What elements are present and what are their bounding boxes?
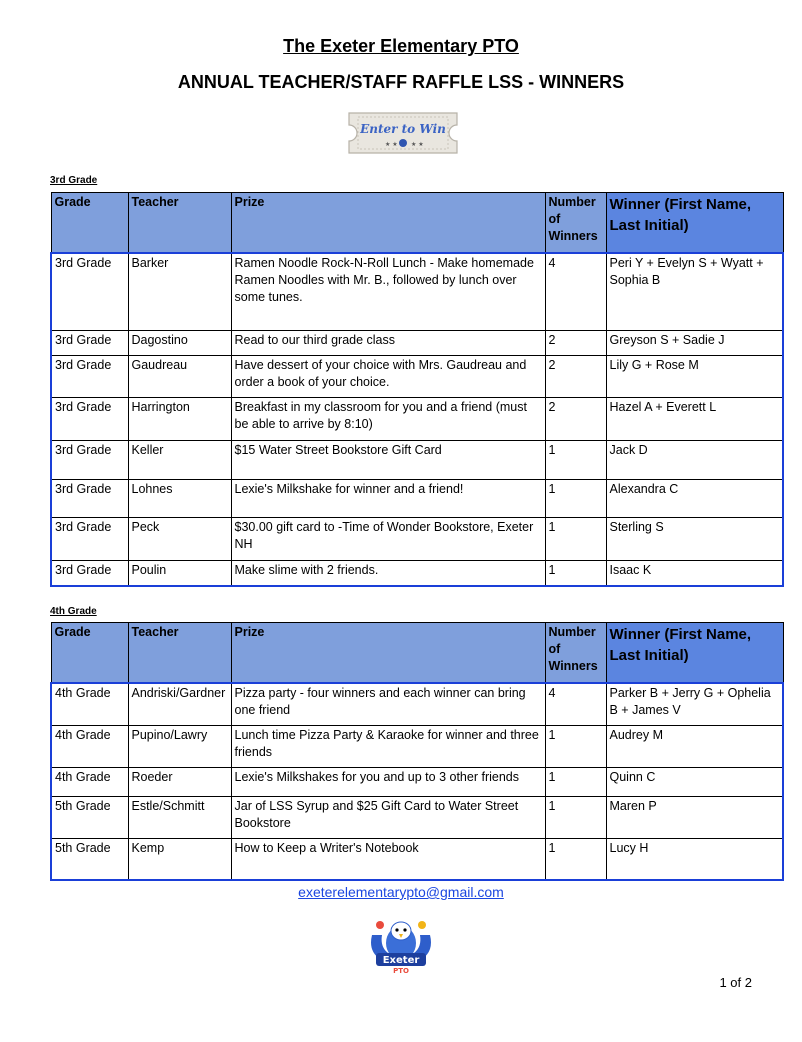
col-header-grade: Grade [51,193,128,253]
cell-number: 4 [545,253,606,331]
section-label-3rd-grade: 3rd Grade [50,175,98,186]
cell-winner: Quinn C [606,768,783,797]
cell-teacher: Poulin [128,561,231,586]
cell-prize: Lunch time Pizza Party & Karaoke for winner and three friends [231,726,545,768]
cell-number: 2 [545,398,606,441]
cell-winner: Parker B + Jerry G + Ophelia B + James V [606,683,783,726]
cell-prize: Read to our third grade class [231,331,545,356]
col-header-prize: Prize [231,193,545,253]
cell-prize: Have dessert of your choice with Mrs. Gaudreau and order a book of your choice. [231,356,545,398]
col-header-teacher: Teacher [128,623,231,683]
cell-number: 2 [545,331,606,356]
cell-teacher: Roeder [128,768,231,797]
table-header-row [51,193,783,253]
cell-grade: 3rd Grade [51,518,128,561]
cell-number: 4 [545,683,606,726]
cell-number: 1 [545,480,606,518]
third-grade-table [50,192,784,587]
cell-number: 1 [545,726,606,768]
section-label-4th-grade: 4th Grade [50,606,97,617]
table-row [51,480,783,518]
cell-winner: Peri Y + Evelyn S + Wyatt + Sophia B [606,253,783,331]
col-header-winner: Winner (First Name, Last Initial) [606,193,783,253]
table-row [51,797,783,839]
cell-winner: Maren P [606,797,783,839]
cell-prize: $30.00 gift card to -Time of Wonder Bookstore, Exeter NH [231,518,545,561]
cell-teacher: Harrington [128,398,231,441]
logo-subtext: PTO [393,967,409,975]
cell-grade: 3rd Grade [51,253,128,331]
fourth-grade-table [50,622,784,881]
cell-number: 1 [545,441,606,480]
cell-prize: Lexie's Milkshakes for you and up to 3 other friends [231,768,545,797]
cell-grade: 4th Grade [51,726,128,768]
col-header-number: Number of Winners [545,623,606,683]
cell-grade: 5th Grade [51,839,128,880]
cell-grade: 3rd Grade [51,398,128,441]
cell-number: 1 [545,768,606,797]
cell-winner: Alexandra C [606,480,783,518]
cell-prize: Lexie's Milkshake for winner and a friend! [231,480,545,518]
exeter-pto-logo-icon [366,913,436,977]
cell-teacher: Pupino/Lawry [128,726,231,768]
cell-teacher: Andriski/Gardner [128,683,231,726]
table-row [51,561,783,586]
cell-winner: Isaac K [606,561,783,586]
cell-prize: Jar of LSS Syrup and $25 Gift Card to Water Street Bookstore [231,797,545,839]
cell-winner: Hazel A + Everett L [606,398,783,441]
cell-grade: 3rd Grade [51,561,128,586]
cell-prize: Make slime with 2 friends. [231,561,545,586]
ticket-label: Enter to Win [360,122,446,136]
cell-winner: Audrey M [606,726,783,768]
enter-to-win-ticket-icon [345,109,461,157]
cell-teacher: Lohnes [128,480,231,518]
cell-winner: Jack D [606,441,783,480]
cell-prize: How to Keep a Writer's Notebook [231,839,545,880]
cell-grade: 3rd Grade [51,356,128,398]
table-row [51,253,783,331]
cell-teacher: Estle/Schmitt [128,797,231,839]
table-row [51,518,783,561]
table-row [51,839,783,880]
logo-text: Exeter [382,955,420,966]
org-title: The Exeter Elementary PTO [283,36,519,56]
cell-prize: Pizza party - four winners and each winner can bring one friend [231,683,545,726]
cell-number: 1 [545,561,606,586]
table-row [51,768,783,797]
cell-prize: Ramen Noodle Rock-N-Roll Lunch - Make homemade Ramen Noodles with Mr. B., followed by lunch over some tunes. [231,253,545,331]
page-number: 1 of 2 [719,975,752,990]
cell-teacher: Peck [128,518,231,561]
cell-number: 1 [545,839,606,880]
col-header-teacher: Teacher [128,193,231,253]
col-header-grade: Grade [51,623,128,683]
cell-number: 1 [545,797,606,839]
cell-prize: Breakfast in my classroom for you and a friend (must be able to arrive by 8:10) [231,398,545,441]
cell-teacher: Keller [128,441,231,480]
cell-teacher: Kemp [128,839,231,880]
cell-winner: Lily G + Rose M [606,356,783,398]
cell-grade: 5th Grade [51,797,128,839]
table-header-row [51,623,783,683]
table-row [51,398,783,441]
col-header-number: Number of Winners [545,193,606,253]
cell-grade: 4th Grade [51,768,128,797]
cell-number: 2 [545,356,606,398]
contact-email-link[interactable]: exeterelementarypto@gmail.com [298,884,504,900]
cell-number: 1 [545,518,606,561]
col-header-winner: Winner (First Name, Last Initial) [606,623,783,683]
cell-teacher: Dagostino [128,331,231,356]
cell-grade: 3rd Grade [51,480,128,518]
cell-winner: Sterling S [606,518,783,561]
col-header-prize: Prize [231,623,545,683]
cell-winner: Greyson S + Sadie J [606,331,783,356]
document-title: ANNUAL TEACHER/STAFF RAFFLE LSS - WINNERS [177,72,625,92]
svg-text:★ ★: ★ ★ [385,141,398,148]
cell-grade: 3rd Grade [51,441,128,480]
cell-teacher: Gaudreau [128,356,231,398]
table-row [51,441,783,480]
cell-prize: $15 Water Street Bookstore Gift Card [231,441,545,480]
table-row [51,726,783,768]
cell-teacher: Barker [128,253,231,331]
table-row [51,683,783,726]
cell-grade: 4th Grade [51,683,128,726]
svg-text:★ ★: ★ ★ [411,141,424,148]
table-row [51,356,783,398]
cell-winner: Lucy H [606,839,783,880]
cell-grade: 3rd Grade [51,331,128,356]
table-row [51,331,783,356]
